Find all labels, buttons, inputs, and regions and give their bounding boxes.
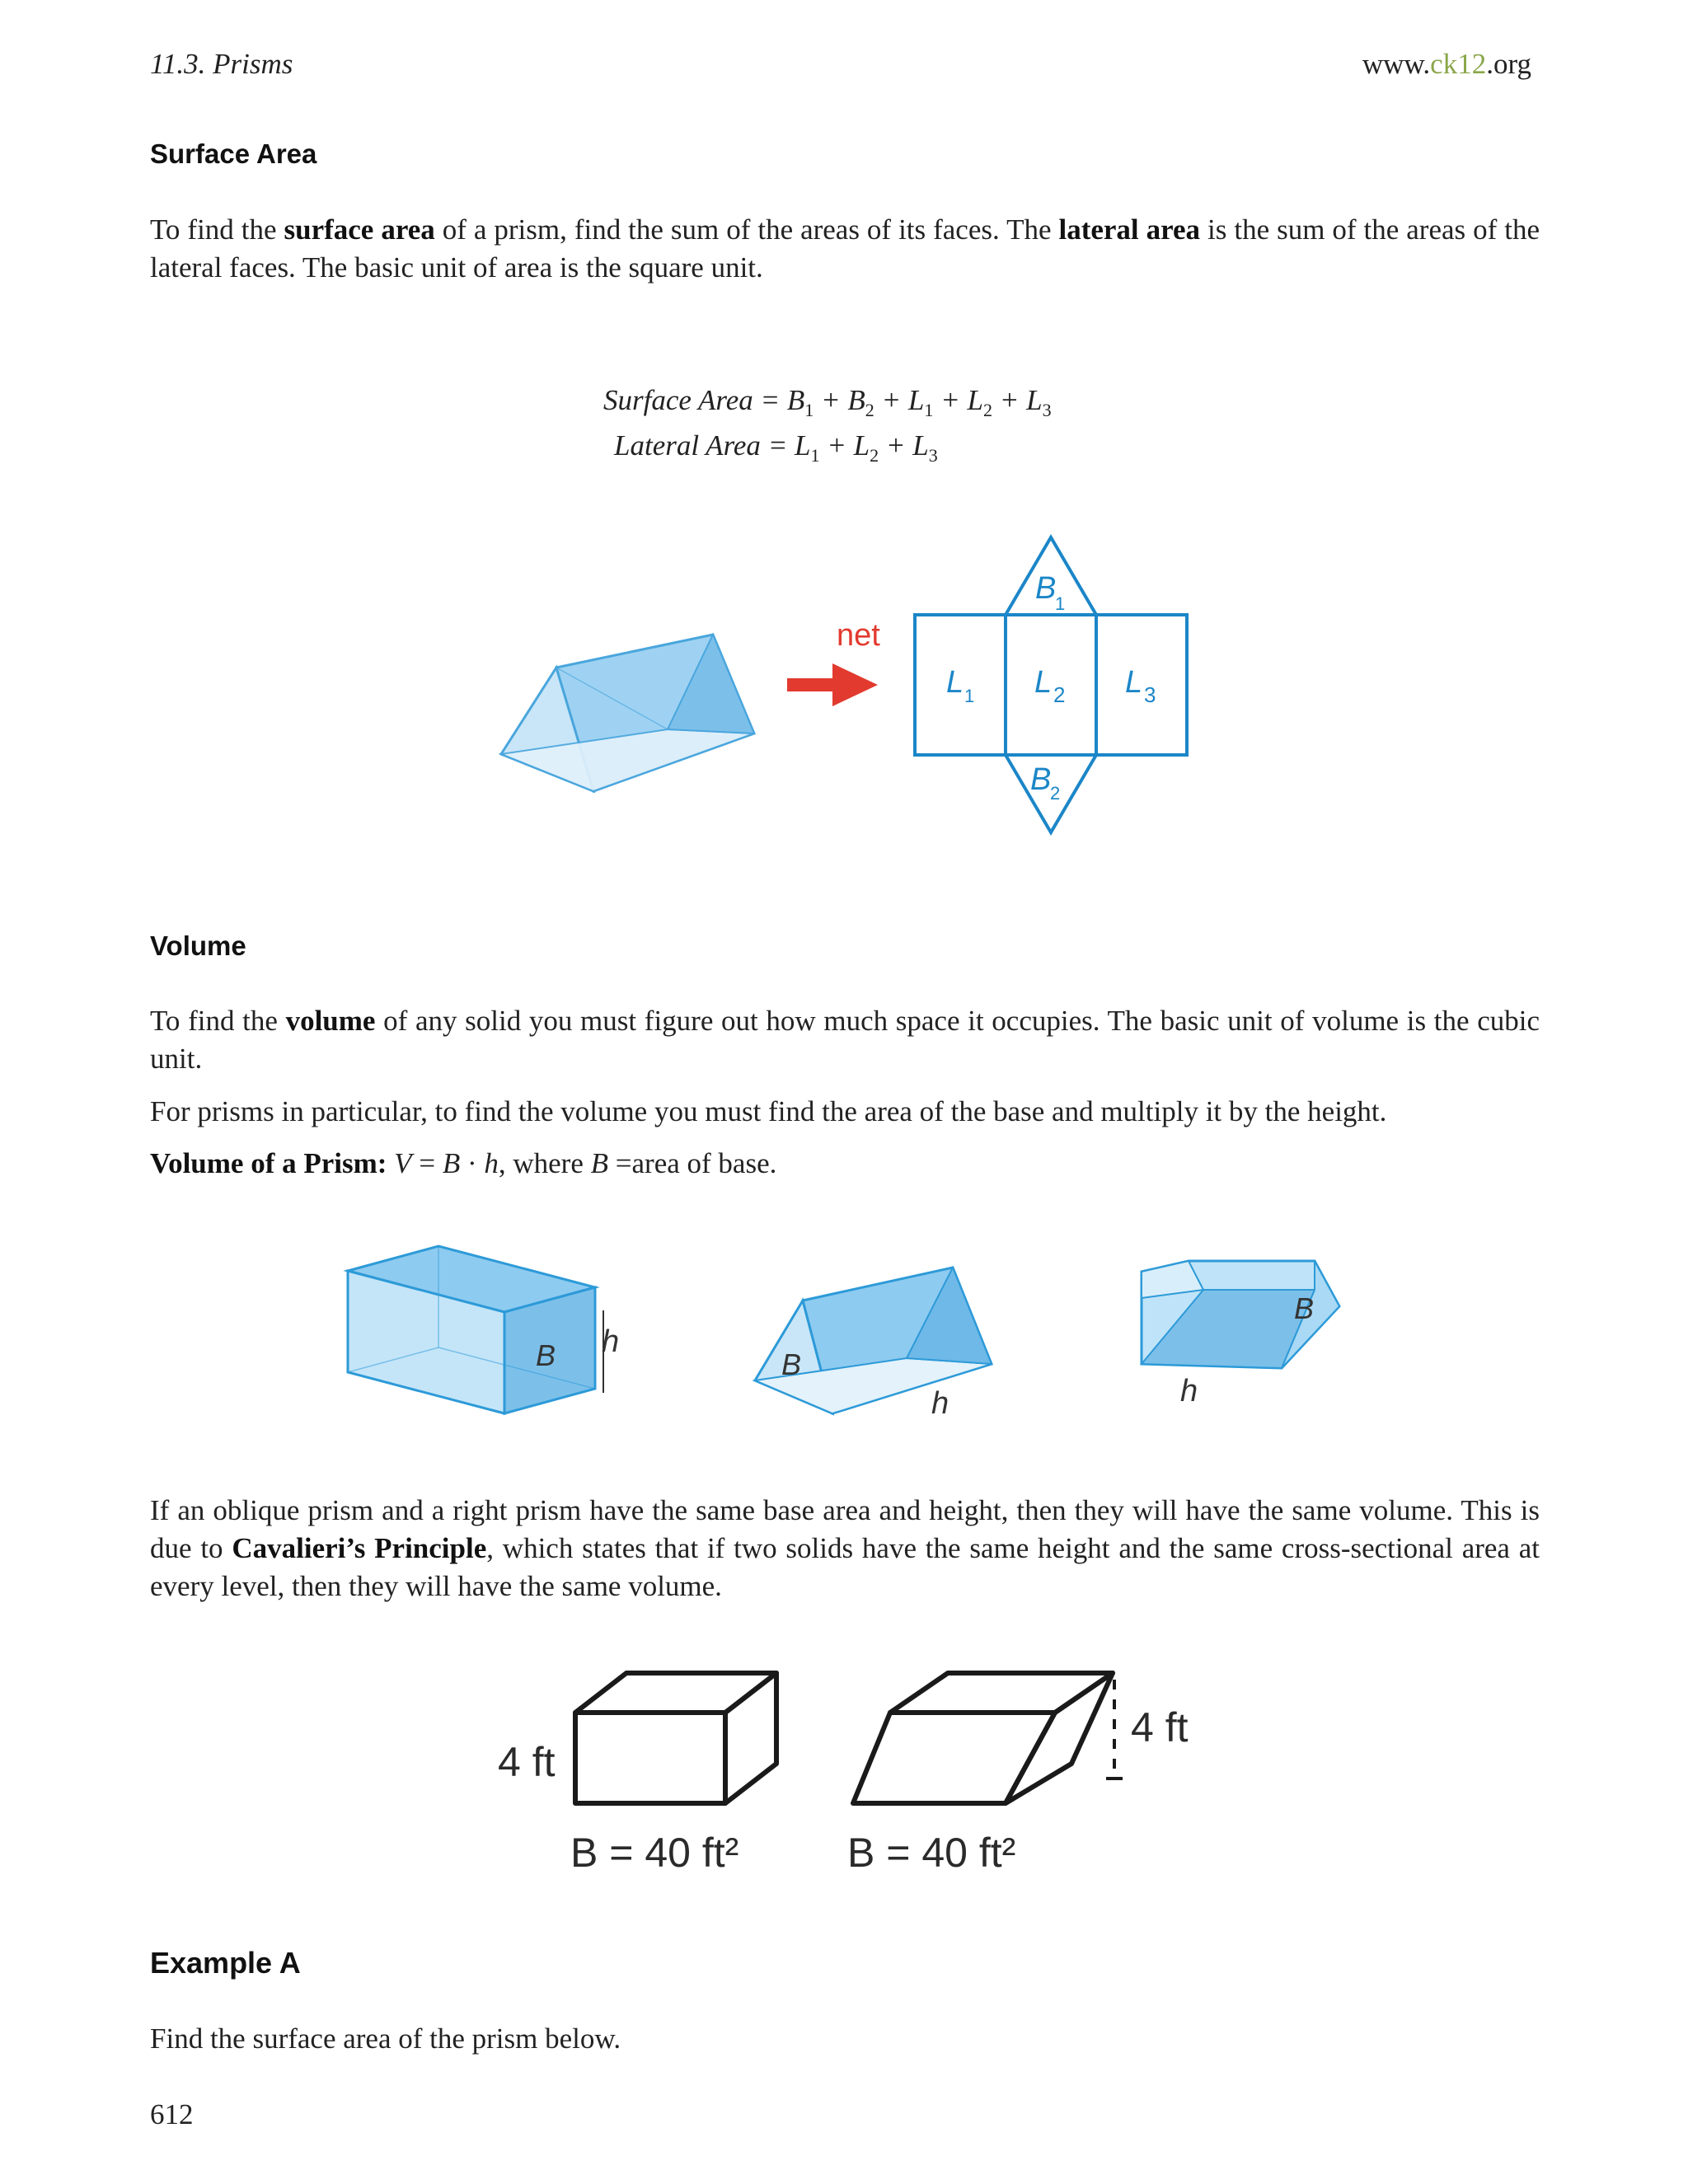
example-a-heading: Example A [150, 1946, 301, 1980]
page-number: 612 [150, 2098, 194, 2130]
formula-surface-area: Surface Area = $B_1 + B_2 + L_1 + L_2 + L_3$ [603, 384, 1052, 420]
site-url-ck: ck [1430, 48, 1458, 80]
formula-lateral-area: Lateral Area = $L_1 + L_2 + L_3$ [614, 429, 938, 466]
sa-term-surface-area: surface area [284, 213, 435, 246]
sa-text-3: is the sum of the areas of the lateral faces. The basic unit of area is the square unit. [150, 213, 1540, 284]
right-prism-base: B = 40 ft² [570, 1830, 739, 1876]
cavalieri-paragraph [150, 1492, 1540, 1605]
vol-where: , where [498, 1147, 591, 1179]
net-label-l1-sub: 1 [964, 686, 975, 706]
box-base-label: B [536, 1338, 556, 1372]
net-label-b2: B [1030, 762, 1052, 797]
net-label-l3: L [1125, 665, 1143, 700]
sa-text-2: of a prism, find the sum of the areas of its faces. The [434, 213, 1059, 246]
net-labels [946, 571, 1156, 804]
formula-la-label: Lateral Area [614, 429, 761, 462]
volume-paragraph-2: For prisms in particular, to find the volume you must find the area of the base and multiply it by the height. [150, 1095, 1387, 1127]
oblique-height-marker [1106, 1680, 1123, 1779]
net-label-b1: B [1035, 571, 1057, 606]
net-arrow-label: net [837, 618, 880, 653]
site-url-suffix: .org [1486, 48, 1531, 80]
vol-term-volume: volume [285, 1005, 376, 1037]
hex-height-label: h [1180, 1374, 1198, 1408]
sa-text-1: To find the [150, 213, 284, 246]
vol-area-of-base: area of base. [631, 1147, 777, 1179]
net-label-b1-sub: 1 [1055, 593, 1066, 614]
cav-text-1: If an oblique prism and a right prism have the same base area and height, then they will have the same volume. This is due to [150, 1494, 1540, 1564]
vol-text-2: of any solid you must figure out how much space it occupies. The basic unit of volume is the cubic unit. [150, 1005, 1540, 1075]
surface-area-heading: Surface Area [150, 138, 317, 169]
cav-term: Cavalieri’s Principle [232, 1532, 487, 1564]
net-label-b2-sub: 2 [1050, 783, 1061, 804]
net-label-l3-sub: 3 [1144, 682, 1156, 707]
formula-sa-label: Surface Area [603, 384, 753, 416]
vol-text-1: To find the [150, 1005, 286, 1037]
sa-term-lateral-area: lateral area [1058, 213, 1201, 246]
site-url-prefix: www. [1362, 48, 1431, 80]
prism-net-figure [478, 527, 1220, 841]
net-label-l2: L [1034, 665, 1053, 700]
net-arrow-icon [787, 663, 878, 706]
net-label-l2-sub: 2 [1053, 682, 1066, 707]
cav-text-2: , which states that if two solids have the same height and the same cross-sectional area at every level, then they will have the same volume. [150, 1532, 1540, 1602]
volume-paragraph-1 [150, 1002, 1540, 1078]
tri-base-label: B [781, 1347, 802, 1381]
vol-prism-term: Volume of a Prism: [150, 1147, 387, 1179]
triangular-prism-drawing [501, 635, 754, 791]
volume-formula-line: Volume of a Prism: V = B · h, where B =area of base. [150, 1147, 777, 1179]
right-prism-drawing [575, 1673, 776, 1803]
rectangular-prism-drawing [348, 1246, 619, 1413]
hex-base-label: B [1294, 1291, 1315, 1325]
oblique-prism-base: B = 40 ft² [847, 1830, 1016, 1876]
net-label-l1: L [946, 665, 964, 700]
prism-volume-figure [330, 1228, 1368, 1442]
cavalieri-figure [486, 1657, 1228, 1904]
triangular-prism-volume-drawing [755, 1268, 992, 1421]
oblique-prism-height: 4 ft [1131, 1704, 1189, 1750]
site-url-12: 12 [1457, 48, 1487, 80]
section-header: 11.3. Prisms [150, 48, 293, 80]
pentagonal-prism-drawing [1142, 1261, 1339, 1408]
example-a-text: Find the surface area of the prism below. [150, 2022, 621, 2055]
box-height-label: h [602, 1324, 620, 1359]
oblique-prism-drawing [853, 1673, 1113, 1803]
volume-heading: Volume [150, 930, 246, 961]
right-prism-height: 4 ft [498, 1739, 556, 1785]
surface-area-paragraph [150, 211, 1540, 287]
site-url[interactable] [1362, 48, 1531, 81]
tri-height-label: h [931, 1386, 950, 1421]
